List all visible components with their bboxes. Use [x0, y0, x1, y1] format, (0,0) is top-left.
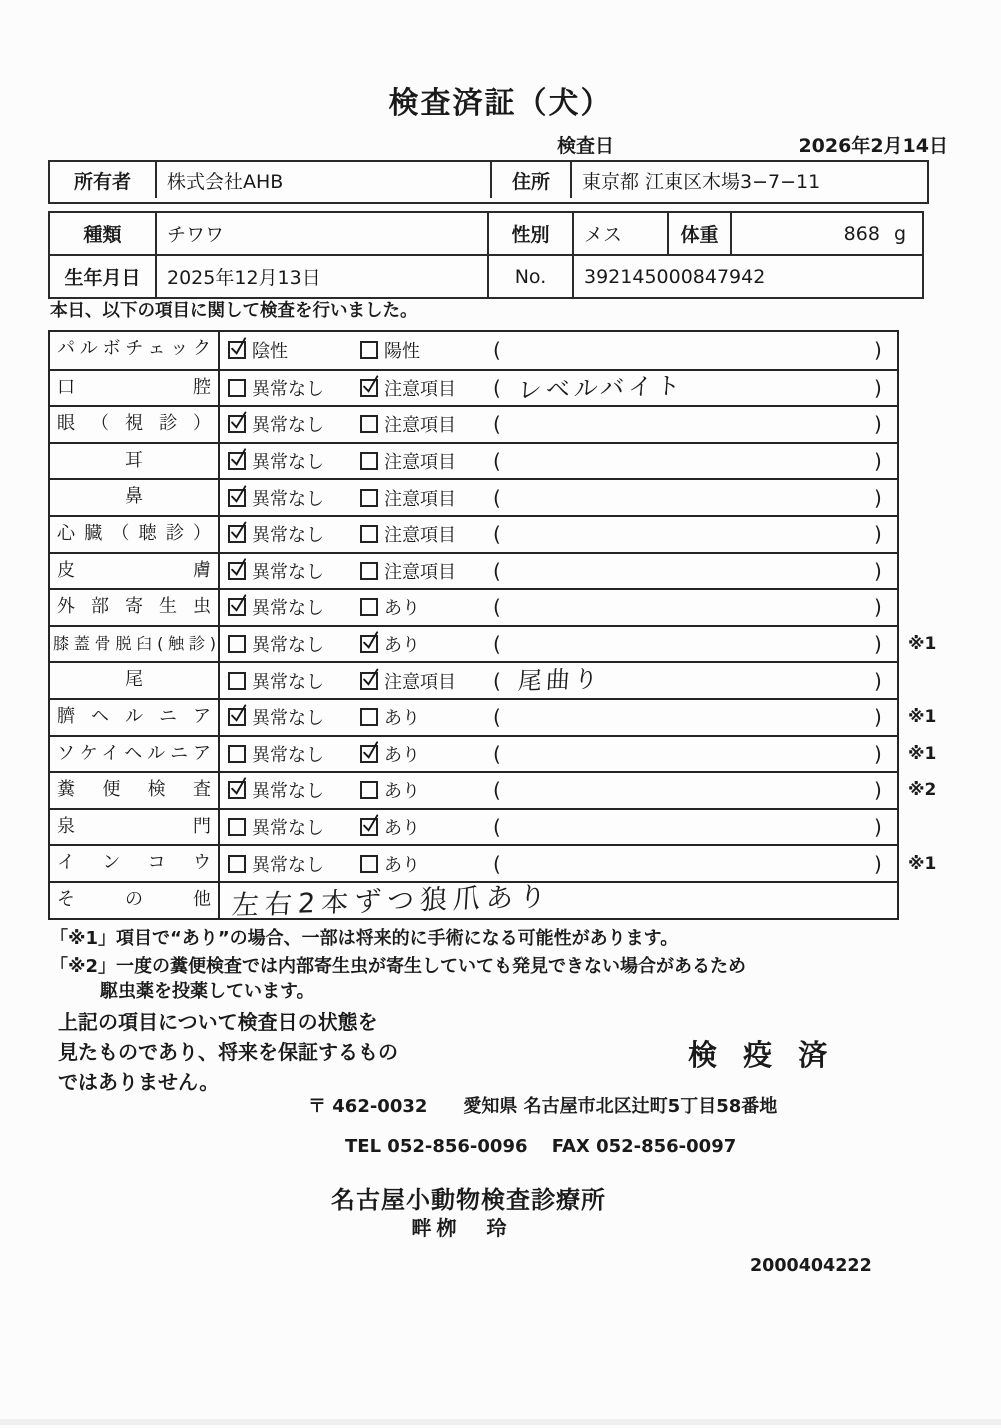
checkbox-opt2[interactable]	[360, 745, 378, 763]
checkbox-opt1[interactable]	[228, 598, 246, 616]
checkbox-opt2[interactable]	[360, 635, 378, 653]
note-close-paren: )	[874, 595, 882, 620]
note-open-paren: (	[493, 741, 501, 766]
weight-cell	[732, 213, 922, 254]
disclaimer-line-2: 見たものであり、将来を保証するもの	[58, 1040, 398, 1064]
checkbox-opt1[interactable]	[228, 489, 246, 507]
sex-value: メス	[574, 213, 669, 254]
scan-edge-artifact	[0, 1419, 1001, 1425]
option-1	[228, 407, 324, 442]
exam-item-label: 口腔	[50, 371, 220, 406]
exam-item-label: 膝蓋骨脱臼(触診)	[50, 627, 220, 662]
option-1	[228, 810, 324, 845]
option-2-label: あり	[384, 818, 420, 840]
option-2	[360, 663, 456, 698]
clinic-address: 〒 462-0032 愛知県 名古屋市北区辻町5丁目58番地	[308, 1096, 778, 1117]
note-close-paren: )	[874, 851, 882, 876]
option-1	[228, 737, 324, 772]
option-1	[228, 846, 324, 881]
exam-row	[50, 478, 897, 515]
note-open-paren: (	[493, 851, 501, 876]
disclaimer-line-1: 上記の項目について検査日の状態を	[58, 1010, 378, 1034]
note-open-paren: (	[493, 668, 501, 693]
pet-row-1	[50, 213, 922, 254]
exam-date-value: 2026年2月14日	[798, 135, 948, 157]
option-1	[228, 517, 324, 552]
checkbox-opt2[interactable]	[360, 708, 378, 726]
checkbox-opt1[interactable]	[228, 818, 246, 836]
exam-row	[50, 881, 897, 922]
exam-row	[50, 588, 897, 625]
handwritten-note: 左右2本ずつ狼爪あり	[230, 881, 553, 922]
option-2-label: あり	[384, 598, 420, 620]
checkbox-opt1[interactable]	[228, 341, 246, 359]
handwritten-note: レベルバイト	[517, 371, 685, 404]
option-2	[360, 332, 420, 369]
option-2	[360, 846, 420, 881]
exam-row	[50, 552, 897, 589]
checkbox-opt2[interactable]	[360, 489, 378, 507]
note-open-paren: (	[493, 815, 501, 840]
clinic-name: 名古屋小動物検査診療所	[331, 1186, 606, 1214]
exam-item-label: その他	[50, 883, 220, 918]
note-open-paren: (	[493, 778, 501, 803]
option-2-label: 陽性	[384, 341, 420, 363]
exam-item-label: 糞便検査	[50, 773, 220, 808]
reference-mark: ※1	[908, 634, 937, 655]
option-1-label: 異常なし	[252, 744, 324, 766]
option-1	[228, 332, 288, 369]
checkbox-opt2[interactable]	[360, 672, 378, 690]
owner-address-label: 住所	[492, 162, 572, 198]
breed-label: 種類	[50, 213, 157, 254]
option-2	[360, 444, 456, 479]
option-2-label: あり	[384, 854, 420, 876]
option-1-label: 異常なし	[252, 415, 324, 437]
option-1-label: 異常なし	[252, 854, 324, 876]
vet-name: 畔栁 玲	[411, 1216, 512, 1240]
note-open-paren: (	[493, 632, 501, 657]
option-2-label: あり	[384, 744, 420, 766]
reference-mark: ※1	[908, 853, 937, 874]
intro-sentence: 本日、以下の項目に関して検査を行いました。	[50, 301, 418, 321]
checkbox-opt1[interactable]	[228, 562, 246, 580]
checkbox-opt2[interactable]	[360, 781, 378, 799]
pet-row-2	[50, 254, 922, 297]
owner-label: 所有者	[50, 162, 157, 198]
checkbox-opt1[interactable]	[228, 452, 246, 470]
checkbox-opt2[interactable]	[360, 525, 378, 543]
footnote-2-continued: 駆虫薬を投薬しています。	[100, 981, 315, 1002]
exam-item-label: ソケイヘルニア	[50, 737, 220, 772]
option-1	[228, 627, 324, 662]
quarantine-stamp: 検 疫 済	[688, 1038, 836, 1072]
vet-name-line	[0, 1212, 1001, 1241]
checkbox-opt1[interactable]	[228, 745, 246, 763]
exam-row	[50, 735, 937, 772]
owner-address-value: 東京都 江東区木場3−7−11	[582, 170, 821, 193]
sex-label: 性別	[489, 213, 574, 254]
option-1	[228, 480, 324, 515]
checkbox-opt2[interactable]	[360, 598, 378, 616]
exam-item-label: インコウ	[50, 846, 220, 881]
option-1	[228, 773, 324, 808]
note-close-paren: )	[874, 815, 882, 840]
serial-number: 2000404222	[750, 1256, 872, 1276]
exam-row	[50, 369, 897, 406]
clinic-tel-fax: TEL 052-856-0096 FAX 052-856-0097	[345, 1136, 737, 1157]
exam-row	[50, 515, 897, 552]
option-2-label: 注意項目	[384, 525, 456, 547]
checkbox-opt2[interactable]	[360, 341, 378, 359]
option-2	[360, 590, 420, 625]
note-close-paren: )	[874, 449, 882, 474]
exam-item-label: 皮膚	[50, 554, 220, 589]
weight-label: 体重	[669, 213, 732, 254]
checkbox-opt1[interactable]	[228, 781, 246, 799]
exam-row	[50, 625, 937, 662]
weight-value: 868	[843, 222, 880, 245]
weight-unit: g	[893, 222, 906, 245]
option-1-label: 異常なし	[252, 671, 324, 693]
option-1-label: 異常なし	[252, 488, 324, 510]
exam-item-label: 尾	[50, 663, 220, 698]
option-2-label: 注意項目	[384, 452, 456, 474]
exam-row	[50, 808, 897, 845]
option-2-label: 注意項目	[384, 488, 456, 510]
footnote-2: 「※2」一度の糞便検査では内部寄生虫が寄生していても発見できない場合があるため	[50, 956, 747, 977]
option-1-label: 異常なし	[252, 818, 324, 840]
exam-item-label: 眼（視診）	[50, 407, 220, 442]
checkbox-opt2[interactable]	[360, 452, 378, 470]
exam-row	[50, 332, 897, 369]
page-title: 検査済証（犬）	[388, 86, 613, 121]
note-open-paren: (	[493, 485, 501, 510]
checkbox-opt1[interactable]	[228, 379, 246, 397]
note-open-paren: (	[493, 558, 501, 583]
checkbox-opt2[interactable]	[360, 562, 378, 580]
handwritten-note: 尾曲り	[517, 664, 603, 696]
exam-row	[50, 771, 937, 808]
option-1	[228, 444, 324, 479]
exam-item-label: パルボチェック	[50, 332, 220, 369]
note-close-paren: )	[874, 741, 882, 766]
checkbox-opt2[interactable]	[360, 415, 378, 433]
no-value: 392145000847942	[584, 265, 766, 288]
note-open-paren: (	[493, 375, 501, 400]
no-label: No.	[489, 256, 574, 297]
checkbox-opt1[interactable]	[228, 635, 246, 653]
option-1-label: 異常なし	[252, 525, 324, 547]
disclaimer-line-3: ではありません。	[58, 1070, 220, 1094]
note-close-paren: )	[874, 375, 882, 400]
note-close-paren: )	[874, 338, 882, 363]
footnote-1: 「※1」項目で“あり”の場合、一部は将来的に手術になる可能性があります。	[50, 928, 679, 949]
note-close-paren: )	[874, 705, 882, 730]
breed-value: チワワ	[157, 213, 489, 254]
owner-value: 株式会社AHB	[157, 162, 492, 198]
option-2	[360, 700, 420, 735]
note-open-paren: (	[493, 522, 501, 547]
checkbox-opt2[interactable]	[360, 855, 378, 873]
exam-row	[50, 698, 937, 735]
option-2	[360, 407, 456, 442]
reference-mark: ※1	[908, 743, 937, 764]
exam-row	[50, 405, 897, 442]
checkbox-opt2[interactable]	[360, 818, 378, 836]
note-open-paren: (	[493, 449, 501, 474]
note-open-paren: (	[493, 705, 501, 730]
checkbox-opt2[interactable]	[360, 379, 378, 397]
option-1	[228, 663, 324, 698]
note-close-paren: )	[874, 412, 882, 437]
exam-row	[50, 661, 897, 698]
option-2-label: 注意項目	[384, 671, 456, 693]
note-close-paren: )	[874, 522, 882, 547]
checkbox-opt1[interactable]	[228, 855, 246, 873]
option-2	[360, 371, 456, 406]
option-2	[360, 773, 420, 808]
option-1-label: 異常なし	[252, 561, 324, 583]
exam-item-label: 泉門	[50, 810, 220, 845]
note-close-paren: )	[874, 485, 882, 510]
exam-item-label: 臍ヘルニア	[50, 700, 220, 735]
option-2-label: 注意項目	[384, 561, 456, 583]
note-close-paren: )	[874, 778, 882, 803]
exam-table	[48, 330, 937, 922]
option-1	[228, 554, 324, 589]
pet-table	[48, 211, 924, 299]
reference-mark: ※2	[908, 780, 937, 801]
option-1-label: 異常なし	[252, 598, 324, 620]
option-2-label: 注意項目	[384, 378, 456, 400]
checkbox-opt1[interactable]	[228, 672, 246, 690]
reference-mark: ※1	[908, 707, 937, 728]
option-1-label: 異常なし	[252, 452, 324, 474]
option-2-label: 注意項目	[384, 415, 456, 437]
option-1	[228, 371, 324, 406]
option-2	[360, 737, 420, 772]
option-2-label: あり	[384, 781, 420, 803]
exam-item-label: 心臓（聴診）	[50, 517, 220, 552]
note-close-paren: )	[874, 558, 882, 583]
option-2-label: あり	[384, 708, 420, 730]
option-2	[360, 517, 456, 552]
option-2	[360, 810, 420, 845]
owner-table	[48, 160, 929, 204]
option-2-label: あり	[384, 635, 420, 657]
exam-row	[50, 844, 937, 881]
note-open-paren: (	[493, 338, 501, 363]
option-1	[228, 590, 324, 625]
checkbox-opt1[interactable]	[228, 708, 246, 726]
option-1-label: 異常なし	[252, 378, 324, 400]
note-open-paren: (	[493, 412, 501, 437]
birth-value: 2025年12月13日	[157, 256, 489, 297]
option-1-label: 陰性	[252, 341, 288, 363]
option-1	[228, 700, 324, 735]
option-2	[360, 554, 456, 589]
exam-row	[50, 442, 897, 479]
birth-label: 生年月日	[50, 256, 157, 297]
clinic-name-line	[0, 1180, 1001, 1215]
checkbox-opt1[interactable]	[228, 415, 246, 433]
option-1-label: 異常なし	[252, 708, 324, 730]
option-1-label: 異常なし	[252, 781, 324, 803]
option-2	[360, 627, 420, 662]
checkbox-opt1[interactable]	[228, 525, 246, 543]
exam-item-label: 鼻	[50, 480, 220, 515]
note-open-paren: (	[493, 595, 501, 620]
note-close-paren: )	[874, 668, 882, 693]
exam-date-label: 検査日	[557, 135, 615, 157]
exam-item-label: 耳	[50, 444, 220, 479]
option-1-label: 異常なし	[252, 635, 324, 657]
option-2	[360, 480, 456, 515]
exam-item-label: 外部寄生虫	[50, 590, 220, 625]
owner-row	[50, 162, 927, 198]
note-close-paren: )	[874, 632, 882, 657]
